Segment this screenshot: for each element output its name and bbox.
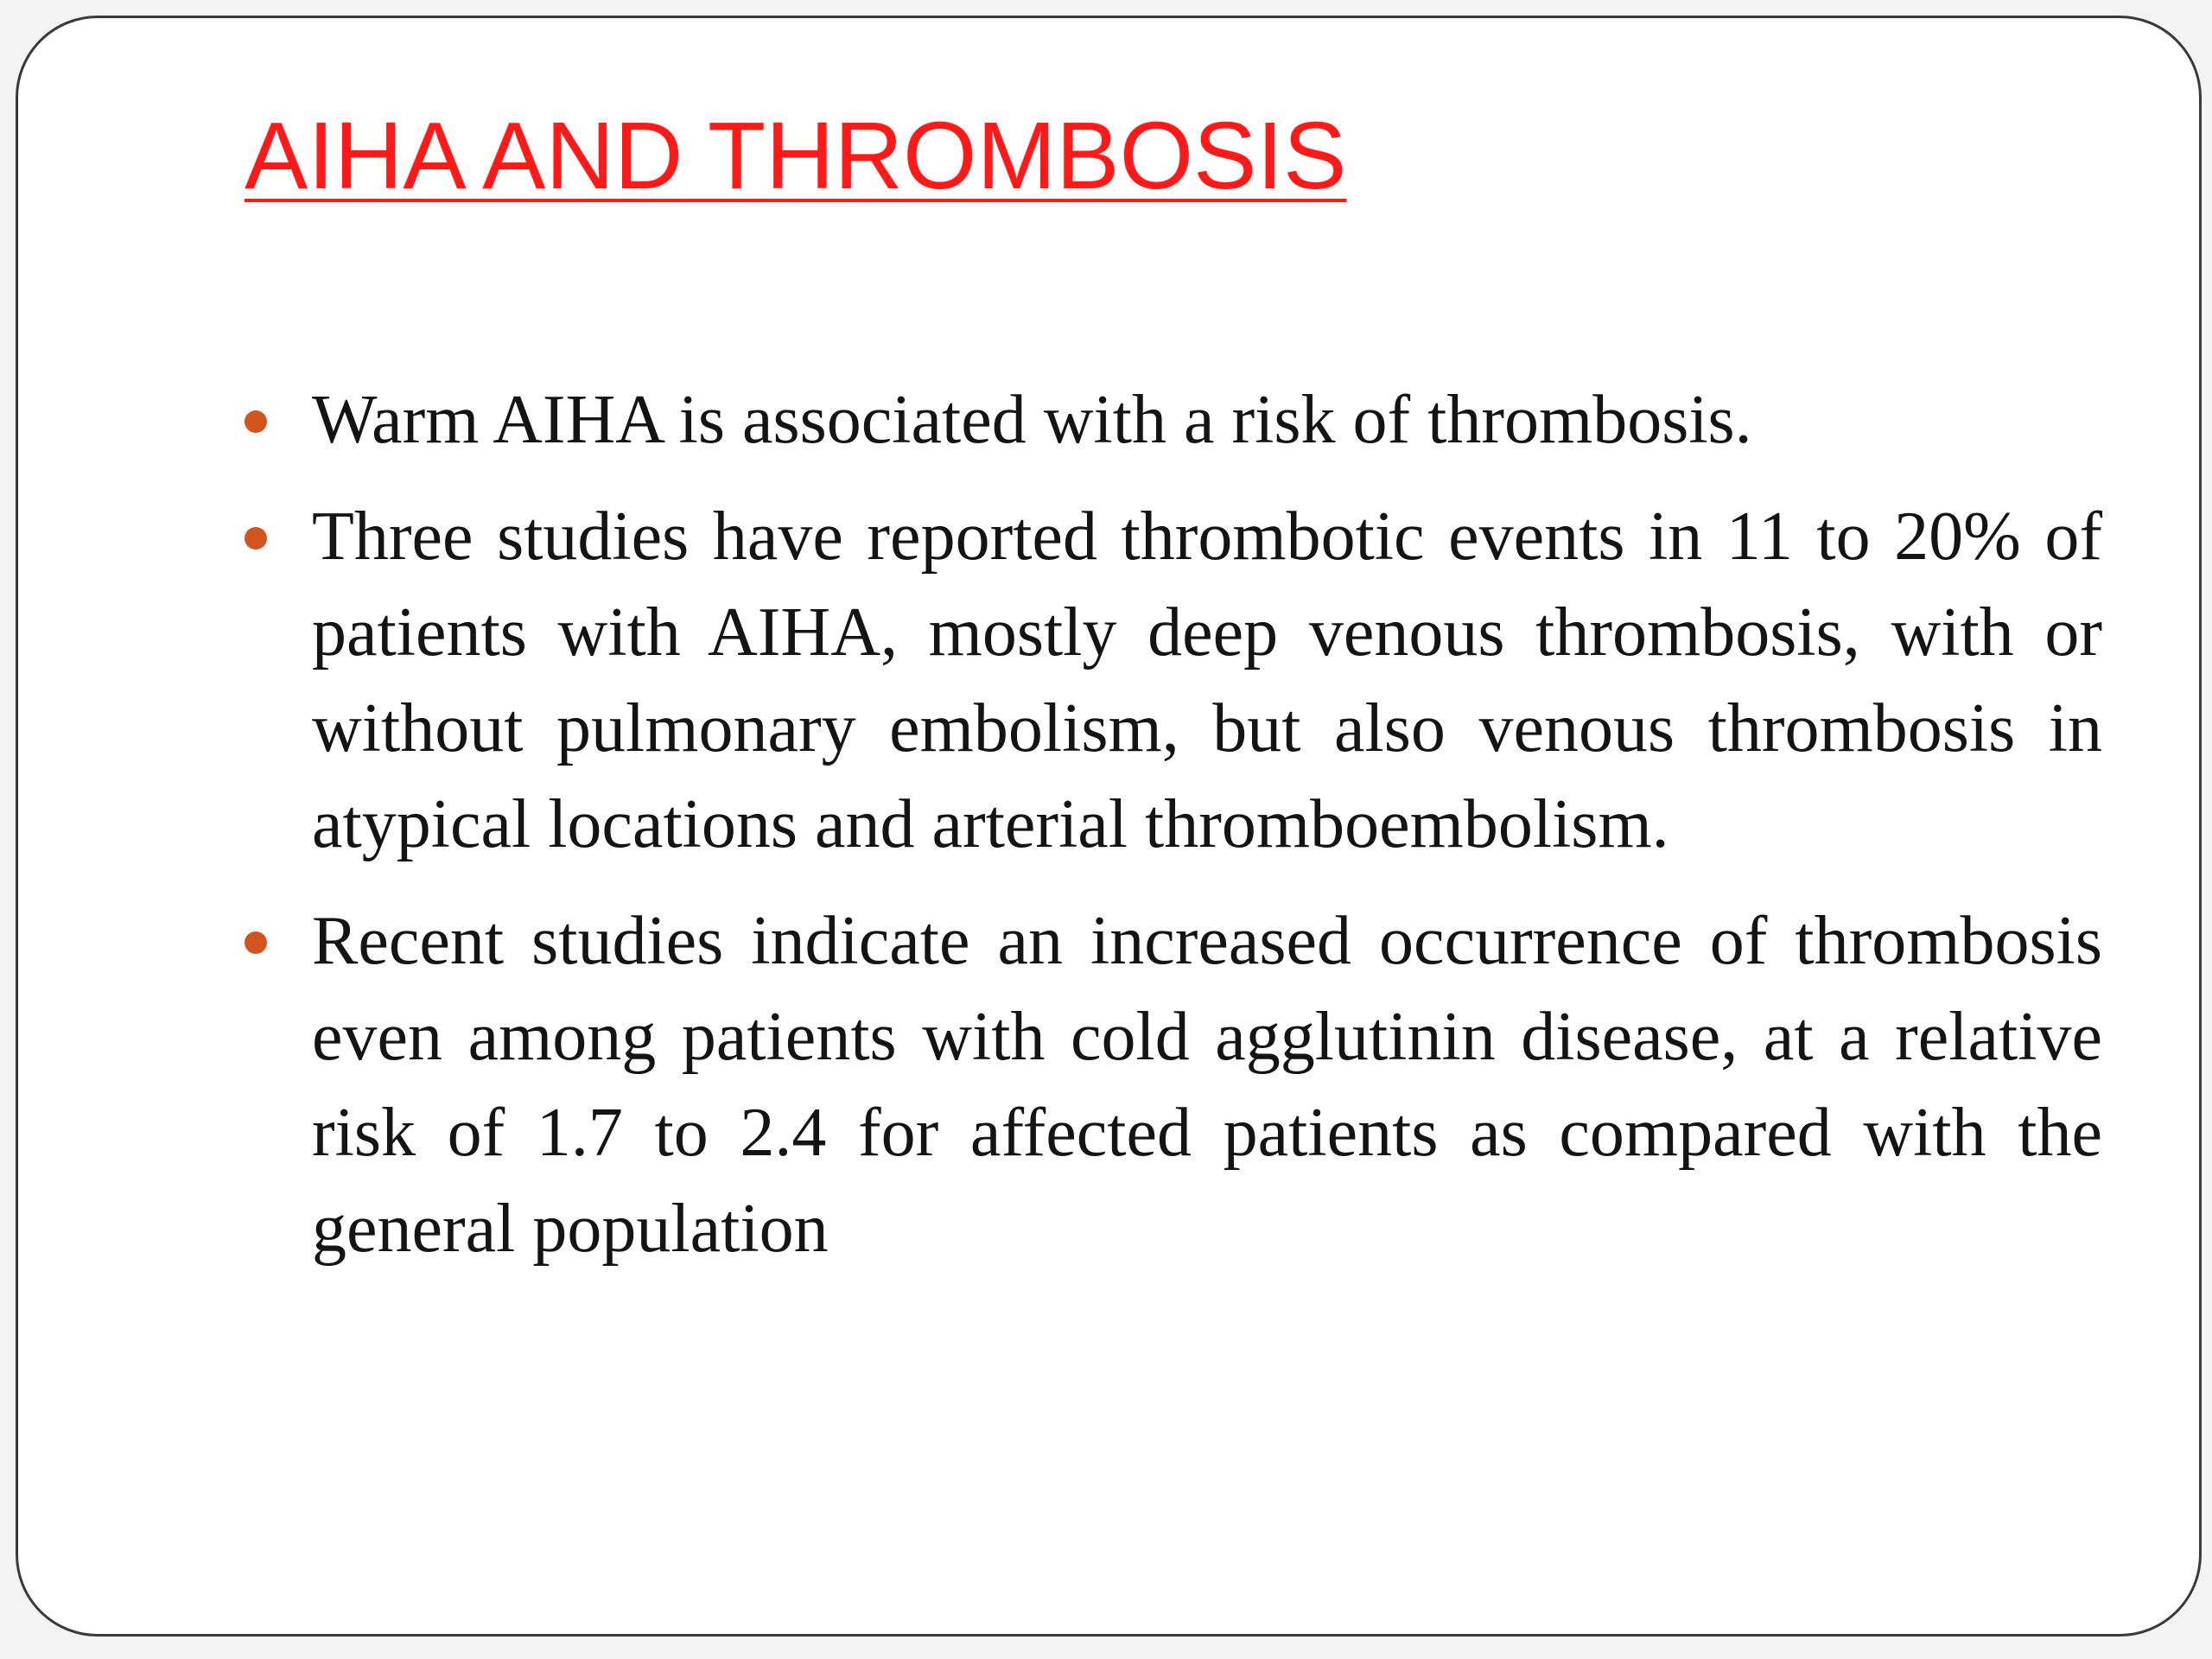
bullet-dot-icon: [245, 410, 267, 433]
bullet-item: [245, 893, 2102, 1277]
slide: [16, 16, 2202, 1637]
bullet-text: Recent studies indicate an increased occurrence of thrombosis even among patients with cold agglutinin disease, at a relative risk of 1.7 to 2.4 for affected patients as compared with the general population: [312, 903, 2102, 1267]
bullet-list: [245, 372, 2102, 1298]
bullet-text: Warm AIHA is associated with a risk of thrombosis.: [312, 382, 1752, 458]
bullet-dot-icon: [245, 931, 267, 954]
slide-title: AIHA AND THROMBOSIS: [245, 103, 1347, 209]
bullet-item: [245, 489, 2102, 873]
bullet-item: [245, 372, 2102, 468]
bullet-text: Three studies have reported thrombotic events in 11 to 20% of patients with AIHA, mostly deep venous thrombosis, with or without pulmonary embolism, but also venous thrombosis in atypical locations and arterial thromboembolism.: [312, 499, 2102, 862]
bullet-dot-icon: [245, 527, 267, 550]
